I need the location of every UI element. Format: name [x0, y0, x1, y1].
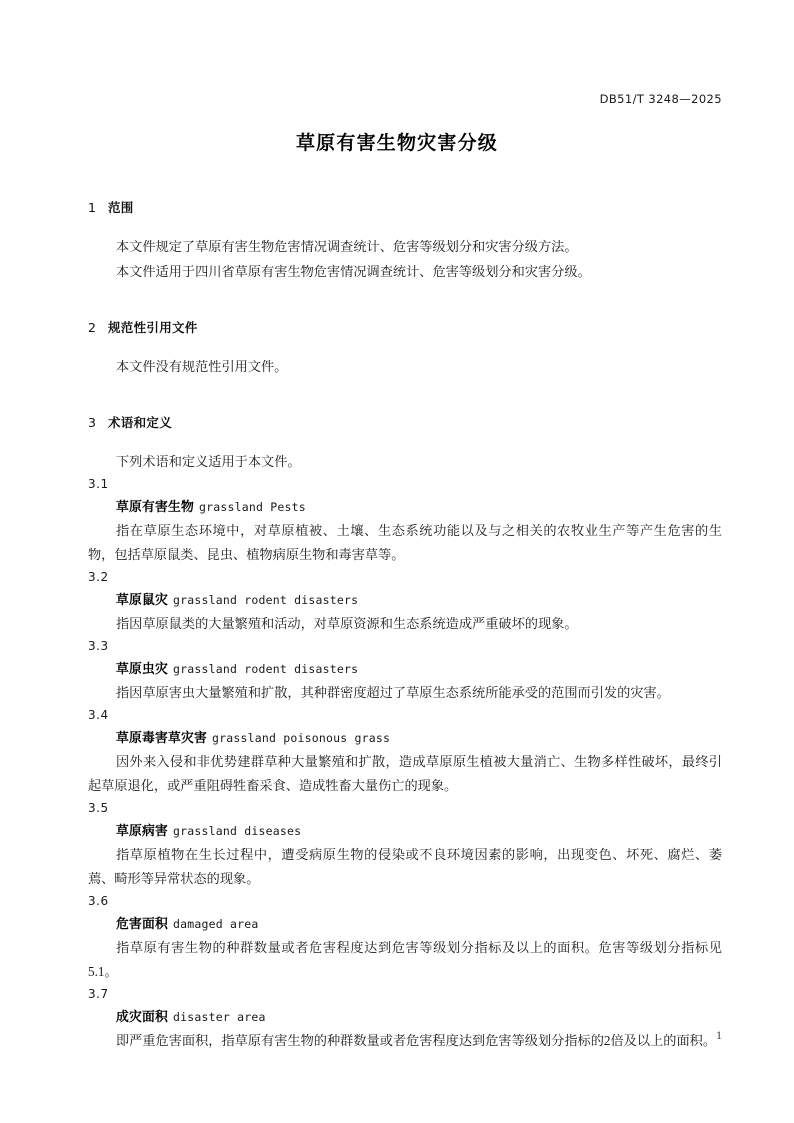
- term-cn-3-7: 成灾面积: [116, 1010, 168, 1025]
- term-en-3-5: grassland diseases: [173, 824, 302, 838]
- section-heading-2: [88, 320, 722, 335]
- document-title: 草原有害生物灾害分级: [295, 132, 498, 154]
- section-title-1: 范围: [108, 200, 134, 215]
- running-header: [88, 92, 722, 106]
- term-entry-3-4: [88, 726, 722, 750]
- term-cn-3-3: 草原虫灾: [116, 662, 168, 677]
- section-title-3: 术语和定义: [108, 415, 173, 430]
- term-entry-3-7: [88, 1005, 722, 1029]
- term-cn-3-4: 草原毒害草灾害: [116, 731, 207, 746]
- clause-number-3-5: 3.5: [88, 801, 109, 815]
- term-en-3-3: grassland rodent disasters: [173, 662, 359, 676]
- section-number-2: 2: [88, 320, 97, 335]
- term-en-3-2: grassland rodent disasters: [173, 593, 359, 607]
- term-entry-3-6: [88, 912, 722, 936]
- term-en-3-6: damaged area: [173, 917, 259, 931]
- page-number: 1: [716, 1028, 722, 1042]
- section-3-paragraph-1: 下列术语和定义适用于本文件。: [116, 454, 301, 469]
- term-definition-3-7: 即严重危害面积，指草原有害生物的种群数量或者危害程度达到危害等级划分指标的2倍及以上的面积。: [116, 1033, 717, 1048]
- term-cn-3-2: 草原鼠灾: [116, 593, 168, 608]
- term-definition-3-4: 因外来入侵和非优势建群草种大量繁殖和扩散，造成草原原生植被大量消亡、生物多样性破坏，最终引起草原退化，或严重阻碍牲畜采食、造成牲畜大量伤亡的现象。: [88, 754, 722, 793]
- section-number-3: 3: [88, 415, 97, 430]
- term-cn-3-6: 危害面积: [116, 917, 168, 932]
- term-entry-3-5: [88, 819, 722, 843]
- standard-code: DB51/T 3248—2025: [599, 92, 722, 106]
- clause-number-3-1: 3.1: [88, 477, 109, 491]
- section-heading-1: [88, 200, 722, 215]
- section-1-paragraph-2: 本文件适用于四川省草原有害生物危害情况调查统计、危害等级划分和灾害分级。: [116, 264, 591, 279]
- term-entry-3-2: [88, 588, 722, 612]
- section-number-1: 1: [88, 200, 97, 215]
- term-cn-3-5: 草原病害: [116, 824, 168, 839]
- clause-number-3-3: 3.3: [88, 639, 109, 653]
- term-en-3-4: grassland poisonous grass: [211, 731, 391, 745]
- term-en-3-7: disaster area: [173, 1010, 266, 1024]
- clause-number-3-7: 3.7: [88, 987, 109, 1001]
- term-entry-3-1: [88, 495, 722, 519]
- section-2-paragraph-1: 本文件没有规范性引用文件。: [116, 359, 288, 374]
- term-cn-3-1: 草原有害生物: [116, 500, 194, 515]
- term-entry-3-3: [88, 657, 722, 681]
- term-definition-3-2: 指因草原鼠类的大量繁殖和活动，对草原资源和生态系统造成严重破坏的现象。: [116, 616, 578, 631]
- clause-number-3-4: 3.4: [88, 708, 109, 722]
- term-definition-3-6: 指草原有害生物的种群数量或者危害程度达到危害等级划分指标及以上的面积。危害等级划分指标见5.1。: [88, 940, 722, 979]
- document-body: [88, 200, 722, 1053]
- section-1-paragraph-1: 本文件规定了草原有害生物危害情况调查统计、危害等级划分和灾害分级方法。: [116, 239, 578, 254]
- term-en-3-1: grassland Pests: [198, 500, 306, 514]
- clause-number-3-6: 3.6: [88, 894, 109, 908]
- section-heading-3: [88, 415, 722, 430]
- clause-number-3-2: 3.2: [88, 570, 109, 584]
- section-title-2: 规范性引用文件: [108, 320, 198, 335]
- term-definition-3-1: 指在草原生态环境中，对草原植被、土壤、生态系统功能以及与之相关的农牧业生产等产生危害的生物，包括草原鼠类、昆虫、植物病原生物和毒害草等。: [88, 523, 722, 562]
- term-definition-3-3: 指因草原害虫大量繁殖和扩散，其种群密度超过了草原生态系统所能承受的范围而引发的灾害。: [116, 685, 670, 700]
- term-definition-3-5: 指草原植物在生长过程中，遭受病原生物的侵染或不良环境因素的影响，出现变色、坏死、腐烂、萎蔫、畸形等异常状态的现象。: [88, 847, 722, 886]
